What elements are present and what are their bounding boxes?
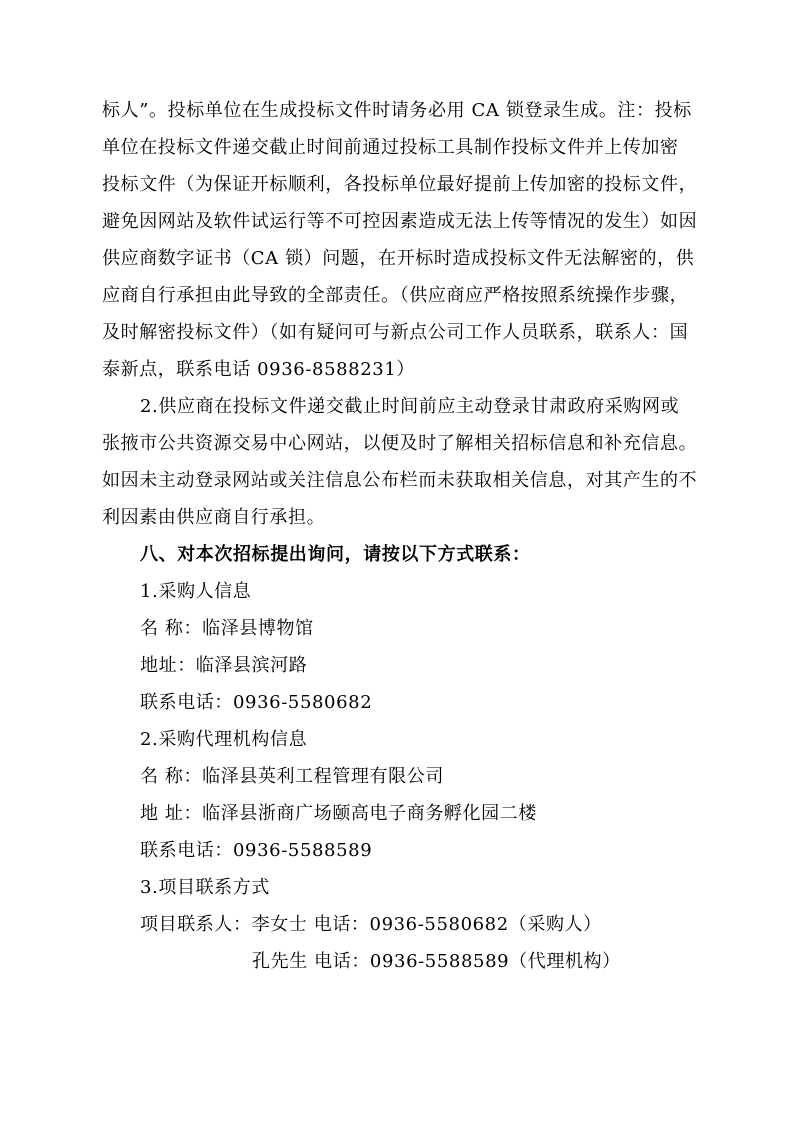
paragraph-2-line-2: 张掖市公共资源交易中心网站，以便及时了解相关招标信息和补充信息。 [102,433,698,454]
paragraph-1-line-8: 泰新点，联系电话 0936-8588231） [102,359,415,380]
paragraph-1-line-7: 及时解密投标文件）（如有疑问可与新点公司工作人员联系，联系人：国 [102,322,689,343]
paragraph-2-line-4: 利因素由供应商自行承担。 [102,507,326,528]
paragraph-2-line-1: 2.供应商在投标文件递交截止时间前应主动登录甘肃政府采购网或 [140,396,680,417]
paragraph-1-line-6: 应商自行承担由此导致的全部责任。（供应商应严格按照系统操作步骤， [102,285,689,306]
purchaser-address: 地址：临泽县滨河路 [140,655,308,676]
paragraph-2-line-3: 如因未主动登录网站或关注信息公布栏而未获取相关信息，对其产生的不 [102,470,698,491]
agency-phone: 联系电话：0936-5588589 [140,840,373,861]
paragraph-1-line-5: 供应商数字证书（CA 锁）问题，在开标时造成投标文件无法解密的，供 [102,248,695,269]
agency-address: 地 址：临泽县浙商广场颐高电子商务孵化园二楼 [140,803,537,824]
purchaser-title: 1.采购人信息 [140,581,252,602]
paragraph-1-line-2: 单位在投标文件递交截止时间前通过投标工具制作投标文件并上传加密 [102,137,679,158]
section-heading: 八、对本次招标提出询问，请按以下方式联系： [140,544,531,565]
purchaser-phone: 联系电话：0936-5580682 [140,692,373,713]
paragraph-1-line-4: 避免因网站及软件试运行等不可控因素造成无法上传等情况的发生）如因 [102,211,698,232]
project-contact-title: 3.项目联系方式 [140,877,270,898]
purchaser-name: 名 称：临泽县博物馆 [140,618,314,639]
agency-title: 2.采购代理机构信息 [140,729,308,750]
paragraph-1-line-1: 标人”。投标单位在生成投标文件时请务必用 CA 锁登录生成。注：投标 [102,100,692,121]
project-contact-2: 孔先生 电话：0936-5588589（代理机构） [252,951,621,972]
paragraph-1-line-3: 投标文件（为保证开标顺利，各投标单位最好提前上传加密的投标文件， [102,174,698,195]
project-contact-1: 项目联系人：李女士 电话：0936-5580682（采购人） [140,914,602,935]
agency-name: 名 称：临泽县英利工程管理有限公司 [140,766,444,787]
